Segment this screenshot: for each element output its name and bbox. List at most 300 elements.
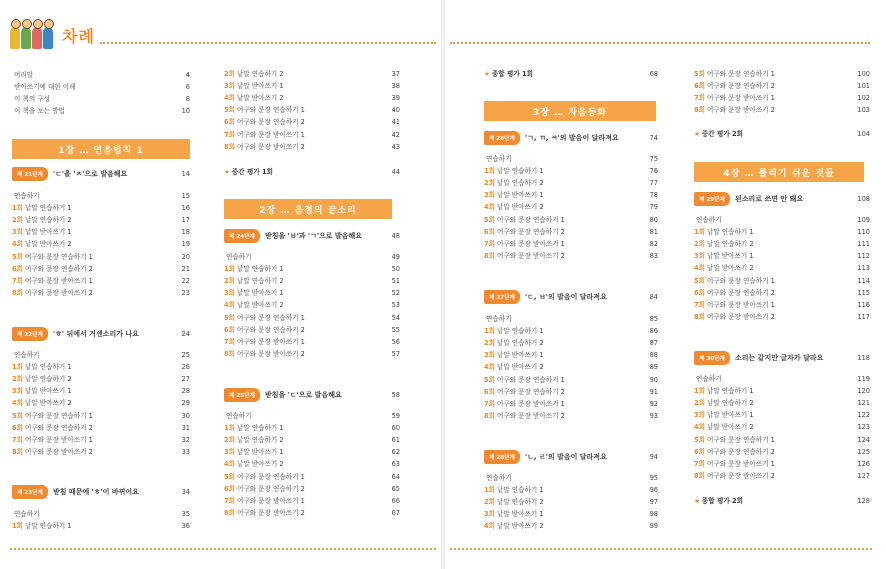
lesson-heading[interactable] [484, 130, 658, 146]
page-number: 37 [391, 70, 400, 78]
session-number: 2회 [484, 339, 495, 348]
toc-entry[interactable] [12, 349, 190, 361]
entry-title: 낱말 받아쓰기 2 [236, 94, 284, 103]
entry-title: 낱말 받아쓰기 2 [24, 399, 72, 408]
toc-entry[interactable] [12, 397, 190, 409]
toc-entry[interactable] [224, 434, 400, 446]
toc-entry[interactable] [12, 93, 190, 105]
page-number: 125 [857, 447, 870, 456]
lesson-title: 받침을 'ㄷ'으로 발음해요 [264, 391, 342, 399]
toc-entry[interactable] [224, 410, 400, 422]
lesson-heading[interactable] [694, 191, 870, 207]
entry-title: 낱말 연습하기 1 [706, 387, 754, 396]
entry-title: 어구와 문장 연습하기 1 [236, 106, 305, 115]
entry-title: 연습하기 [226, 253, 252, 261]
page-number: 121 [857, 399, 870, 408]
entry-title: 연습하기 [14, 510, 40, 518]
lesson-heading[interactable] [224, 228, 400, 244]
session-number: 8회 [224, 508, 235, 517]
evaluation-entry[interactable] [484, 68, 658, 80]
toc-entry[interactable] [224, 312, 400, 324]
session-number: 3회 [484, 510, 495, 519]
page-number: 79 [649, 203, 658, 212]
toc-entry[interactable] [12, 422, 190, 434]
lesson-step-tag: 제 21단계 [12, 167, 48, 181]
toc-entry[interactable] [484, 520, 658, 532]
session-number: 8회 [224, 142, 235, 151]
session-number: 8회 [12, 447, 23, 456]
entry-title: 어구와 문장 연습하기 2 [24, 423, 93, 432]
entry-title: 어구와 문장 받아쓰기 1 [236, 130, 305, 139]
page-number: 60 [391, 424, 400, 433]
toc-entry[interactable] [694, 311, 870, 323]
entry-title: 낱말 연습하기 2 [496, 179, 544, 188]
entry-title: 낱말 연습하기 2 [496, 498, 544, 507]
page-number: 108 [857, 195, 870, 203]
entry-title: 연습하기 [696, 375, 722, 383]
entry-title: 낱말 연습하기 1 [24, 204, 72, 213]
page-number: 17 [181, 216, 190, 225]
page-number: 93 [649, 411, 658, 420]
toc-entry[interactable] [694, 92, 870, 104]
entry-title: 머리말 [14, 71, 34, 79]
toc-entry[interactable] [12, 238, 190, 250]
page-number: 64 [391, 472, 400, 481]
toc-entry[interactable] [694, 446, 870, 458]
toc-entry[interactable] [224, 141, 400, 153]
entry-title: 어구와 문장 받아쓰기 1 [24, 435, 93, 444]
session-number: 7회 [694, 459, 705, 468]
lesson-heading[interactable] [12, 326, 190, 342]
lesson-heading[interactable] [484, 289, 658, 305]
page-number: 14 [181, 170, 190, 178]
session-number: 5회 [12, 411, 23, 420]
session-number: 8회 [12, 288, 23, 297]
page-number: 113 [857, 264, 870, 273]
entry-title: 어구와 문장 받아쓰기 1 [496, 399, 565, 408]
entry-title: 낱말 받아쓰기 1 [706, 252, 754, 261]
toc-entry[interactable] [224, 68, 400, 80]
entry-title: 어구와 문장 받아쓰기 1 [706, 459, 775, 468]
session-number: 2회 [694, 399, 705, 408]
toc-entry[interactable] [224, 275, 400, 287]
session-number: 7회 [12, 435, 23, 444]
entry-title: 낱말 연습하기 2 [236, 436, 284, 445]
page-number: 77 [649, 179, 658, 188]
page-number: 52 [391, 289, 400, 298]
entry-title: 어구와 문장 연습하기 2 [496, 227, 565, 236]
toc-entry[interactable] [12, 190, 190, 202]
toc-entry[interactable] [12, 520, 190, 532]
page-number: 83 [649, 251, 658, 260]
toc-entry[interactable] [224, 324, 400, 336]
toc-entry[interactable] [484, 214, 658, 226]
lesson-step-tag: 제 30단계 [694, 351, 730, 365]
toc-entry[interactable] [484, 238, 658, 250]
toc-entry[interactable] [694, 373, 870, 385]
entry-title: 어구와 문장 연습하기 1 [496, 215, 565, 224]
toc-entry[interactable] [224, 116, 400, 128]
toc-entry[interactable] [224, 287, 400, 299]
entry-title: 어구와 문장 연습하기 2 [706, 288, 775, 297]
page-number: 26 [181, 363, 190, 372]
page-number: 15 [181, 192, 190, 200]
page-number: 65 [391, 484, 400, 493]
session-number: 3회 [484, 191, 495, 200]
session-number: 3회 [224, 448, 235, 457]
toc-entry[interactable] [484, 472, 658, 484]
page-number: 49 [391, 253, 400, 261]
entry-title: 낱말 연습하기 1 [706, 228, 754, 237]
lesson-title: 받침을 'ㅂ'과 'ㄱ'으로 발음해요 [264, 232, 362, 240]
session-number: 5회 [224, 313, 235, 322]
lesson-title: 받침 때문에 'ㅎ'이 바뀌어요 [52, 488, 139, 496]
toc-entry[interactable] [224, 263, 400, 275]
page-number: 120 [857, 387, 870, 396]
entry-title: 어구와 문장 받아쓰기 1 [24, 276, 93, 285]
session-number: 2회 [12, 375, 23, 384]
session-number: 6회 [224, 118, 235, 127]
toc-entry[interactable] [694, 458, 870, 470]
toc-entry[interactable] [484, 337, 658, 349]
page-number: 110 [857, 228, 870, 237]
toc-entry[interactable] [484, 374, 658, 386]
entry-title: 이 책을 보는 방법 [14, 107, 65, 116]
page-number: 127 [857, 471, 870, 480]
session-number: 2회 [694, 240, 705, 249]
lesson-step-tag: 제 25단계 [224, 388, 260, 402]
toc-entry[interactable] [694, 397, 870, 409]
page-number: 34 [181, 488, 190, 496]
toc-entry[interactable] [484, 398, 658, 410]
entry-title: 낱말 연습하기 1 [496, 327, 544, 336]
session-number: 4회 [12, 399, 23, 408]
toc-entry[interactable] [12, 226, 190, 238]
session-number: 4회 [484, 522, 495, 531]
toc-entry[interactable] [12, 373, 190, 385]
session-number: 8회 [224, 349, 235, 358]
chapter-banner: 4장 … 틀리기 쉬운 것들 [694, 162, 864, 182]
session-number: 2회 [224, 70, 235, 78]
session-number: 4회 [694, 264, 705, 273]
page-number: 22 [181, 276, 190, 285]
entry-title: 어구와 문장 연습하기 2 [706, 447, 775, 456]
entry-title: 연습하기 [696, 216, 722, 224]
entry-title: 연습하기 [14, 192, 40, 200]
entry-title: 낱말 연습하기 2 [496, 339, 544, 348]
session-number: 4회 [484, 203, 495, 212]
page-number: 62 [391, 448, 400, 457]
toc-entry[interactable] [484, 325, 658, 337]
page-number: 28 [181, 387, 190, 396]
entry-title: 낱말 받아쓰기 1 [24, 387, 72, 396]
entry-title: 낱말 받아쓰기 1 [236, 448, 284, 457]
toc-entry[interactable] [12, 434, 190, 446]
lesson-heading[interactable] [694, 350, 870, 366]
session-number: 5회 [224, 106, 235, 115]
entry-title: 낱말 연습하기 2 [24, 375, 72, 384]
toc-entry[interactable] [12, 105, 190, 117]
toc-entry[interactable] [12, 508, 190, 520]
toc-entry[interactable] [484, 250, 658, 262]
toc-entry[interactable] [12, 81, 190, 93]
entry-title: 어구와 문장 연습하기 1 [496, 375, 565, 384]
page-number: 109 [857, 216, 870, 224]
page-number: 124 [857, 435, 870, 444]
toc-entry[interactable] [484, 313, 658, 325]
entry-title: 어구와 문장 연습하기 1 [236, 313, 305, 322]
page-number: 66 [391, 496, 400, 505]
toc-entry[interactable] [484, 201, 658, 213]
toc-entry[interactable] [224, 458, 400, 470]
entry-title: 낱말 받아쓰기 2 [706, 264, 754, 273]
toc-entry[interactable] [224, 251, 400, 263]
toc-entry[interactable] [484, 153, 658, 165]
toc-entry[interactable] [694, 434, 870, 446]
page-number: 78 [649, 191, 658, 200]
toc-entry[interactable] [224, 507, 400, 519]
page-number: 29 [181, 399, 190, 408]
entry-title: 어구와 문장 받아쓰기 2 [24, 447, 93, 456]
toc-entry[interactable] [12, 263, 190, 275]
page-number: 18 [181, 228, 190, 237]
toc-entry[interactable] [694, 68, 870, 80]
lesson-title: 'ㅎ' 뒤에서 거센소리가 나요 [52, 330, 139, 338]
session-number: 7회 [484, 399, 495, 408]
toc-entry[interactable] [484, 508, 658, 520]
session-number: 6회 [224, 325, 235, 334]
entry-title: 낱말 받아쓰기 1 [24, 228, 72, 237]
toc-entry[interactable] [224, 446, 400, 458]
page-number: 76 [649, 167, 658, 176]
chapter-banner: 1장 … 연음법칙 1 [12, 139, 190, 159]
page-number: 51 [391, 277, 400, 286]
session-number: 8회 [694, 471, 705, 480]
toc-entry[interactable] [224, 495, 400, 507]
page-number: 30 [181, 411, 190, 420]
entry-title: 어구와 문장 받아쓰기 2 [496, 411, 565, 420]
page-number: 63 [391, 460, 400, 469]
page-number: 95 [649, 474, 658, 482]
child-figure-icon [10, 27, 20, 49]
entry-title: 낱말 연습하기 1 [496, 167, 544, 176]
session-number: 2회 [12, 216, 23, 225]
toc-entry[interactable] [694, 275, 870, 287]
toc-entry[interactable] [694, 226, 870, 238]
toc-entry[interactable] [12, 410, 190, 422]
page-number: 44 [391, 168, 400, 176]
toc-entry[interactable] [484, 226, 658, 238]
toc-entry[interactable] [12, 69, 190, 81]
evaluation-entry[interactable] [224, 166, 400, 178]
page-number: 68 [649, 70, 658, 78]
entry-title: 어구와 문장 받아쓰기 2 [24, 288, 93, 297]
session-number: 4회 [224, 460, 235, 469]
session-number: 1회 [694, 228, 705, 237]
page-number: 126 [857, 459, 870, 468]
page-number: 36 [181, 522, 190, 531]
lesson-step-tag: 제 27단계 [484, 290, 520, 304]
toc-entry[interactable] [484, 189, 658, 201]
page-number: 87 [649, 339, 658, 348]
lesson-step-tag: 제 23단계 [12, 485, 48, 499]
lesson-heading[interactable] [484, 449, 658, 465]
toc-entry[interactable] [694, 421, 870, 433]
toc-entry[interactable] [694, 238, 870, 250]
toc-entry[interactable] [484, 386, 658, 398]
star-icon: ★ [694, 130, 700, 138]
entry-title: 어구와 문장 받아쓰기 1 [496, 239, 565, 248]
toc-entry[interactable] [224, 483, 400, 495]
session-number: 3회 [224, 289, 235, 298]
entry-title: 낱말 받아쓰기 2 [236, 460, 284, 469]
toc-entry[interactable] [484, 349, 658, 361]
session-number: 2회 [224, 436, 235, 445]
page-number: 10 [181, 107, 190, 116]
toc-entry[interactable] [694, 299, 870, 311]
dotted-divider-top-left [100, 42, 436, 44]
entry-title: 어구와 문장 받아쓰기 1 [706, 94, 775, 103]
page-number: 23 [181, 288, 190, 297]
page-number: 103 [857, 106, 870, 115]
lesson-title: 'ㄴ, ㄹ'의 발음이 달라져요 [524, 453, 607, 461]
page-number: 42 [391, 130, 400, 139]
toc-entry[interactable] [694, 409, 870, 421]
session-number: 7회 [694, 300, 705, 309]
page-number: 84 [649, 293, 658, 301]
page-number: 74 [649, 134, 658, 142]
toc-entry[interactable] [224, 348, 400, 360]
toc-entry[interactable] [12, 361, 190, 373]
toc-entry[interactable] [224, 80, 400, 92]
entry-title: 낱말 받아쓰기 1 [496, 191, 544, 200]
page-number: 85 [649, 315, 658, 323]
entry-title: 어구와 문장 연습하기 1 [236, 472, 305, 481]
toc-entry[interactable] [224, 299, 400, 311]
entry-title: 어구와 문장 연습하기 2 [24, 264, 93, 273]
toc-entry[interactable] [224, 471, 400, 483]
toc-entry[interactable] [484, 484, 658, 496]
page-number: 75 [649, 155, 658, 163]
page-number: 81 [649, 227, 658, 236]
toc-entry[interactable] [694, 287, 870, 299]
toc-entry[interactable] [694, 470, 870, 482]
entry-title: 낱말 받아쓰기 1 [236, 289, 284, 298]
session-number: 8회 [484, 251, 495, 260]
entry-title: 중간 평가 2회 [701, 130, 743, 138]
star-icon: ★ [224, 168, 230, 176]
lesson-heading[interactable] [12, 166, 190, 182]
entry-title: 중간 평가 1회 [231, 168, 273, 176]
entry-title: 낱말 연습하기 2 [236, 277, 284, 286]
toc-entry[interactable] [224, 422, 400, 434]
entry-title: 낱말 연습하기 1 [236, 265, 284, 274]
entry-title: 낱말 받아쓰기 2 [496, 363, 544, 372]
toc-entry[interactable] [12, 214, 190, 226]
toc-entry[interactable] [224, 129, 400, 141]
page-number: 101 [857, 82, 870, 91]
page-number: 41 [391, 118, 400, 127]
page-number: 19 [181, 240, 190, 249]
toc-entry[interactable] [694, 80, 870, 92]
entry-title: 어구와 문장 받아쓰기 2 [706, 106, 775, 115]
lesson-step-tag: 제 24단계 [224, 229, 260, 243]
entry-title: 낱말 받아쓰기 1 [706, 411, 754, 420]
toc-entry[interactable] [484, 177, 658, 189]
entry-title: 어구와 문장 받아쓰기 2 [236, 508, 305, 517]
lesson-step-tag: 제 22단계 [12, 327, 48, 341]
toc-entry[interactable] [694, 214, 870, 226]
lesson-title: 'ㄷ, ㅂ'의 발음이 달라져요 [524, 293, 607, 301]
entry-title: 어구와 문장 연습하기 2 [706, 82, 775, 91]
page-number: 115 [857, 288, 870, 297]
toc-entry[interactable] [484, 165, 658, 177]
page-number: 123 [857, 423, 870, 432]
entry-title: 어구와 문장 연습하기 2 [236, 325, 305, 334]
entry-title: 낱말 연습하기 1 [496, 486, 544, 495]
session-number: 8회 [694, 106, 705, 115]
page-number: 96 [649, 486, 658, 495]
session-number: 6회 [694, 82, 705, 91]
entry-title: 낱말 연습하기 2 [236, 70, 284, 78]
lesson-heading[interactable] [12, 484, 190, 500]
evaluation-entry[interactable] [694, 128, 870, 140]
page-number: 58 [391, 391, 400, 399]
toc-entry[interactable] [12, 287, 190, 299]
toc-entry[interactable] [694, 385, 870, 397]
toc-entry[interactable] [12, 385, 190, 397]
page-number: 27 [181, 375, 190, 384]
toc-entry[interactable] [224, 92, 400, 104]
toc-entry[interactable] [224, 104, 400, 116]
session-number: 5회 [12, 252, 23, 261]
toc-entry[interactable] [694, 104, 870, 116]
page-number: 102 [857, 94, 870, 103]
toc-entry[interactable] [12, 251, 190, 263]
page-number: 119 [857, 375, 870, 383]
session-number: 5회 [694, 435, 705, 444]
toc-entry[interactable] [12, 202, 190, 214]
toc-entry[interactable] [484, 496, 658, 508]
page-number: 55 [391, 325, 400, 334]
toc-entry[interactable] [12, 446, 190, 458]
toc-entry[interactable] [224, 336, 400, 348]
entry-title: 연습하기 [486, 474, 512, 482]
session-number: 3회 [224, 82, 235, 91]
entry-title: 어구와 문장 받아쓰기 1 [236, 496, 305, 505]
page-number: 53 [391, 301, 400, 310]
page-number: 6 [185, 83, 190, 92]
entry-title: 어구와 문장 연습하기 2 [236, 484, 305, 493]
page-number: 57 [391, 349, 400, 358]
toc-entry[interactable] [484, 410, 658, 422]
session-number: 5회 [484, 375, 495, 384]
toc-entry[interactable] [694, 250, 870, 262]
toc-entry[interactable] [694, 262, 870, 274]
evaluation-entry[interactable] [694, 495, 870, 507]
dotted-divider-bottom-left [10, 548, 436, 550]
entry-title: 낱말 받아쓰기 2 [236, 301, 284, 310]
session-number: 8회 [484, 411, 495, 420]
session-number: 1회 [224, 265, 235, 274]
page-number: 90 [649, 375, 658, 384]
toc-entry[interactable] [12, 275, 190, 287]
lesson-heading[interactable] [224, 387, 400, 403]
session-number: 2회 [484, 179, 495, 188]
page-number: 112 [857, 252, 870, 261]
toc-entry[interactable] [484, 361, 658, 373]
page-number: 92 [649, 399, 658, 408]
